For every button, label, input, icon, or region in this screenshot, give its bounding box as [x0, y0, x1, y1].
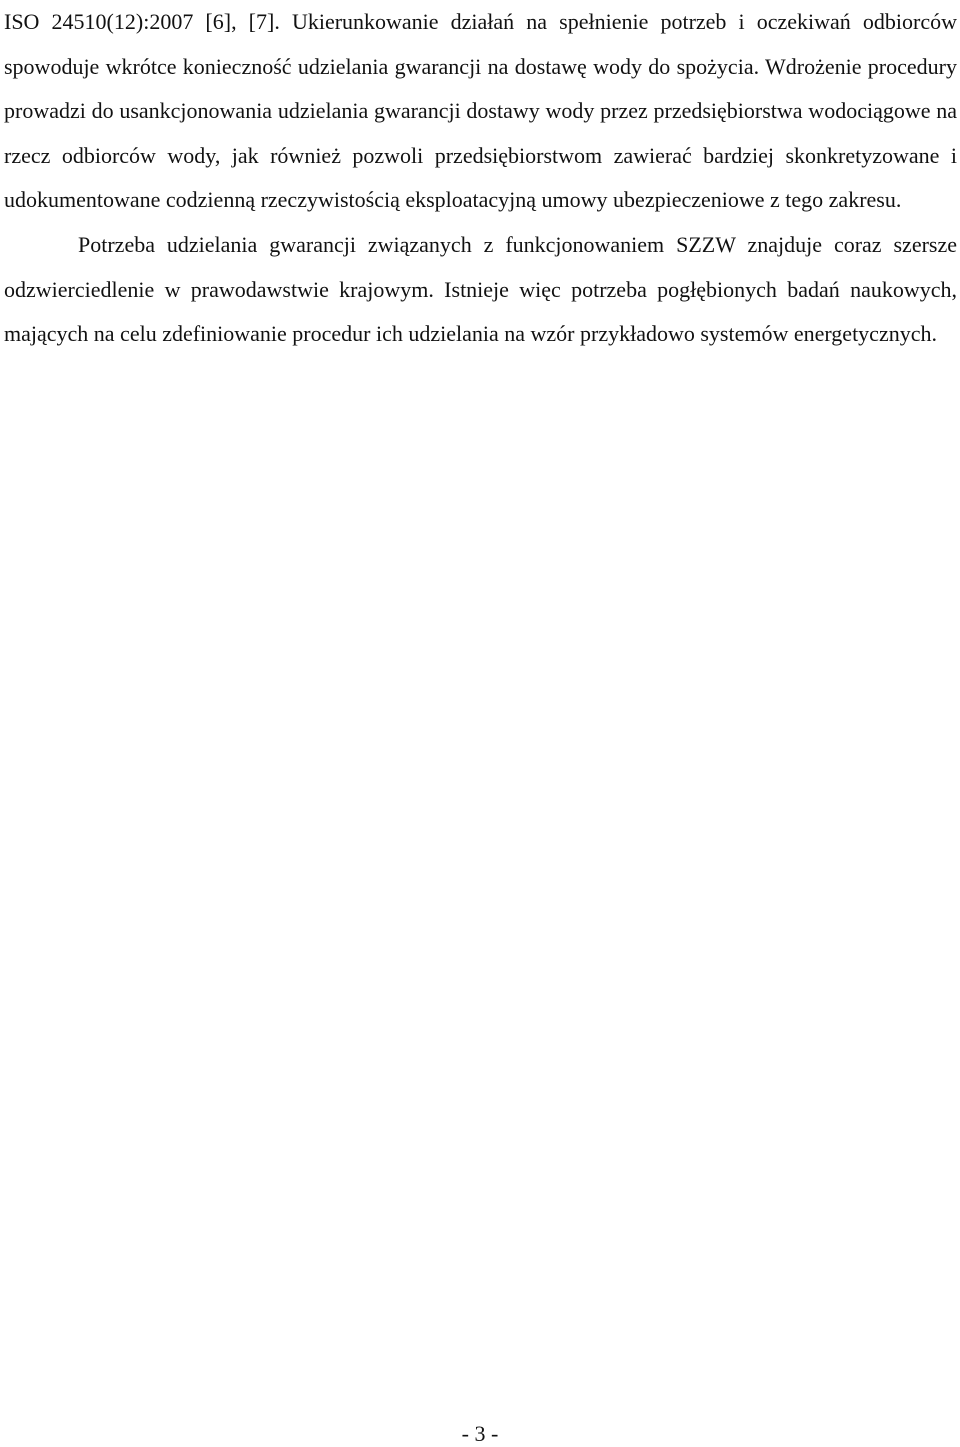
page-number: - 3 -	[461, 1421, 499, 1446]
paragraph-gwarancje-dostawy: ISO 24510(12):2007 [6], [7]. Ukierunkowanie działań na spełnienie potrzeb i oczekiwań odbiorców spowoduje wkrótce konieczność udzielania gwarancji na dostawę wody do spożycia. Wdrożenie procedury prowadzi do usankcjonowania udzielania gwarancji dostawy wody przez przedsiębiorstwa wodociągowe na rzecz odbiorców wody, jak również pozwoli przedsiębiorstwom zawierać bardziej skonkretyzowane i udokumentowane codzienną rzeczywistością eksploatacyjną umowy ubezpieczeniowe z tego zakresu.	[4, 9, 957, 213]
document-body	[4, 0, 957, 357]
paragraph-potrzeba-badan: Potrzeba udzielania gwarancji związanych z funkcjonowaniem SZZW znajduje coraz szersze odzwierciedlenie w prawodawstwie krajowym. Istnieje więc potrzeba pogłębionych badań naukowych, mających na celu zdefiniowanie procedur ich udzielania na wzór przykładowo systemów energetycznych.	[4, 231, 957, 347]
